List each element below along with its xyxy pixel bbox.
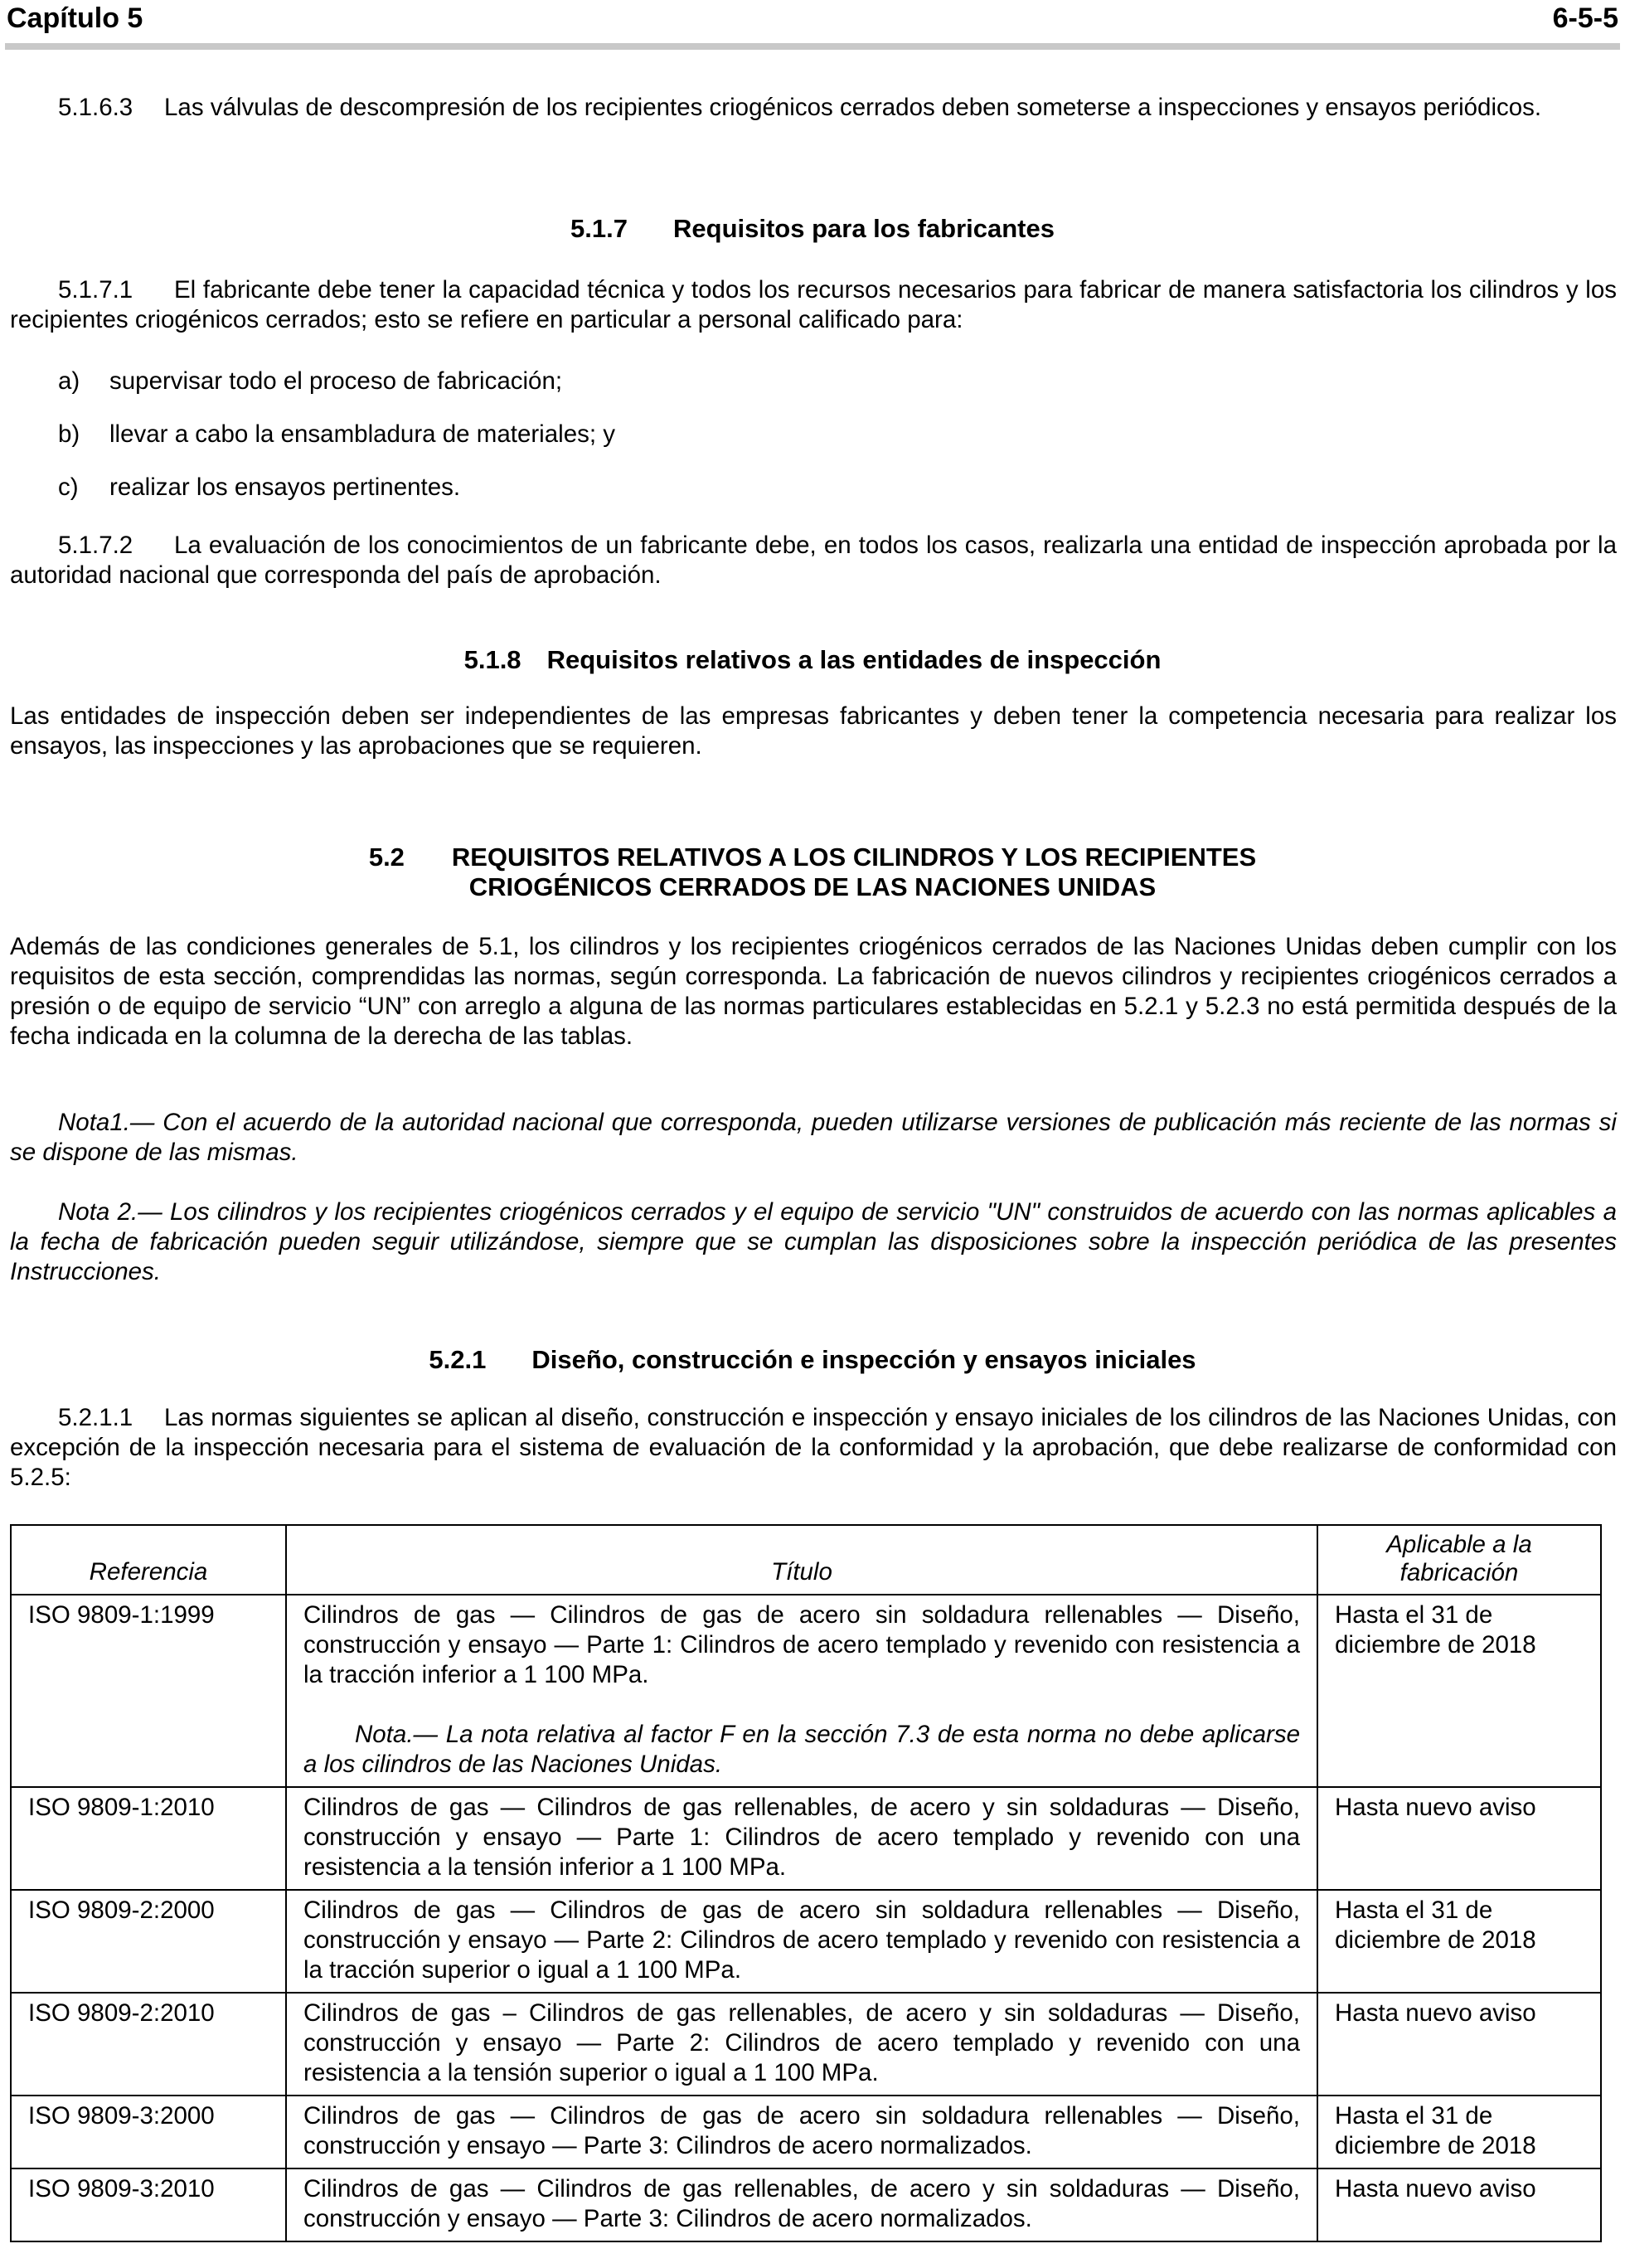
table-row	[11, 2168, 1601, 2241]
paragraph-5-1-7-1: 5.1.7.1 El fabricante debe tener la capacidad técnica y todos los recursos necesarios para fabricar de manera satisfactoria los cilindros y los recipientes criogénicos cerrados; esto se refiere en particular a personal calificado para:	[10, 276, 1617, 333]
note-2: Nota 2.— Los cilindros y los recipientes criogénicos cerrados y el equipo de servicio "UN" construidos de acuerdo con las normas aplicables a la fecha de fabricación pueden seguir utilizándose, siempre que se cumplan las disposiciones sobre la inspección periódica de las presentes Instrucciones.	[10, 1198, 1617, 1285]
page-number: 6-5-5	[1552, 2, 1618, 34]
cell-reference: ISO 9809-1:2010	[11, 1787, 286, 1890]
cell-note: Nota.— La nota relativa al factor F en la sección 7.3 de esta norma no debe aplicarse a los cilindros de las Naciones Unidas.	[303, 1721, 1300, 1778]
cell-title: Cilindros de gas — Cilindros de gas rellenables, de acero y sin soldaduras — Diseño, construcción y ensayo — Parte 3: Cilindros de acero normalizados.	[286, 2168, 1317, 2241]
chapter-label: Capítulo 5	[7, 2, 143, 34]
table-row	[11, 2096, 1601, 2168]
list-item: c) realizar los ensayos pertinentes.	[58, 474, 461, 501]
table-row	[11, 1595, 1601, 1787]
list-item: b) llevar a cabo la ensambladura de materiales; y	[58, 420, 615, 448]
standards-table	[10, 1524, 1602, 2242]
table-header-row	[11, 1525, 1601, 1595]
cell-title: Cilindros de gas — Cilindros de gas de acero sin soldadura rellenables — Diseño, construcción y ensayo — Parte 3: Cilindros de acero normalizados.	[286, 2096, 1317, 2168]
paragraph-5-1-7-2: 5.1.7.2 La evaluación de los conocimientos de un fabricante debe, en todos los casos, realizarla una entidad de inspección aprobada por la autoridad nacional que corresponda del país de aprobación.	[10, 532, 1617, 589]
table-row	[11, 1890, 1601, 1993]
heading-5-1-8: 5.1.8 Requisitos relativos a las entidades de inspección	[463, 645, 1162, 674]
cell-reference: ISO 9809-3:2010	[11, 2168, 286, 2241]
paragraph-5-2: Además de las condiciones generales de 5.1, los cilindros y los recipientes criogénicos cerrados de las Naciones Unidas deben cumplir con los requisitos de esta sección, comprendidas las normas, según corresponda. La fabricación de nuevos cilindros y recipientes criogénicos cerrados a presión o de equipo de servicio “UN” con arreglo a alguna de las normas particulares establecidas en 5.2.1 y 5.2.3 no está permitida después de la fecha indicada en la columna de la derecha de las tablas.	[10, 933, 1617, 1050]
column-header-title: Título	[286, 1525, 1317, 1595]
cell-date: Hasta nuevo aviso	[1317, 2168, 1601, 2241]
cell-date: Hasta el 31 de diciembre de 2018	[1317, 1890, 1601, 1993]
cell-title: Cilindros de gas — Cilindros de gas de acero sin soldadura rellenables — Diseño, construcción y ensayo — Parte 1: Cilindros de acero templado y revenido con resistencia a la tracción inferior a 1 100 MPa. Nota.— La nota relativa al factor F en la sección 7.3 de esta norma no debe aplicarse a los cilindros de las Naciones Unidas.	[286, 1595, 1317, 1787]
cell-reference: ISO 9809-3:2000	[11, 2096, 286, 2168]
cell-date: Hasta el 31 de diciembre de 2018	[1317, 1595, 1601, 1787]
cell-date: Hasta el 31 de diciembre de 2018	[1317, 2096, 1601, 2168]
heading-5-2: 5.2 REQUISITOS RELATIVOS A LOS CILINDROS Y LOS RECIPIENTES CRIOGÉNICOS CERRADOS DE LAS NACIONES UNIDAS	[368, 843, 1257, 901]
running-header	[7, 0, 1618, 36]
column-header-reference: Referencia	[11, 1525, 286, 1595]
heading-5-1-7: 5.1.7 Requisitos para los fabricantes	[570, 214, 1055, 243]
list-item: a) supervisar todo el proceso de fabricación;	[58, 367, 563, 395]
cell-date: Hasta nuevo aviso	[1317, 1993, 1601, 2096]
paragraph-5-1-8: Las entidades de inspección deben ser independientes de las empresas fabricantes y deben tener la competencia necesaria para realizar los ensayos, las inspecciones y las aprobaciones que se requieren.	[10, 702, 1617, 760]
cell-title: Cilindros de gas – Cilindros de gas rellenables, de acero y sin soldaduras — Diseño, construcción y ensayo — Parte 2: Cilindros de acero templado y revenido con una resistencia a la tensión superior o igual a 1 100 MPa.	[286, 1993, 1317, 2096]
table-row	[11, 1787, 1601, 1890]
cell-title: Cilindros de gas — Cilindros de gas rellenables, de acero y sin soldaduras — Diseño, construcción y ensayo — Parte 1: Cilindros de acero templado y revenido con una resistencia a la tensión inferior a 1 100 MPa.	[286, 1787, 1317, 1890]
cell-title: Cilindros de gas — Cilindros de gas de acero sin soldadura rellenables — Diseño, construcción y ensayo — Parte 2: Cilindros de acero templado y revenido con resistencia a la tracción superior o igual a 1 100 MPa.	[286, 1890, 1317, 1993]
note-1: Nota1.— Con el acuerdo de la autoridad nacional que corresponda, pueden utilizarse versiones de publicación más reciente de las normas si se dispone de las mismas.	[10, 1109, 1617, 1166]
cell-date: Hasta nuevo aviso	[1317, 1787, 1601, 1890]
cell-reference: ISO 9809-2:2010	[11, 1993, 286, 2096]
paragraph-5-2-1-1: 5.2.1.1 Las normas siguientes se aplican al diseño, construcción e inspección y ensayo iniciales de los cilindros de las Naciones Unidas, con excepción de la inspección necesaria para el sistema de evaluación de la conformidad y la aprobación, que debe realizarse de conformidad con 5.2.5:	[10, 1404, 1617, 1491]
table-row	[11, 1993, 1601, 2096]
heading-5-2-1: 5.2.1 Diseño, construcción e inspección y ensayos iniciales	[429, 1345, 1196, 1374]
header-rule	[5, 43, 1620, 50]
paragraph-5-1-6-3: 5.1.6.3 Las válvulas de descompresión de los recipientes criogénicos cerrados deben someterse a inspecciones y ensayos periódicos.	[58, 94, 1542, 121]
cell-reference: ISO 9809-2:2000	[11, 1890, 286, 1993]
cell-reference: ISO 9809-1:1999	[11, 1595, 286, 1787]
column-header-applicable: Aplicable a la fabricación	[1317, 1525, 1601, 1595]
